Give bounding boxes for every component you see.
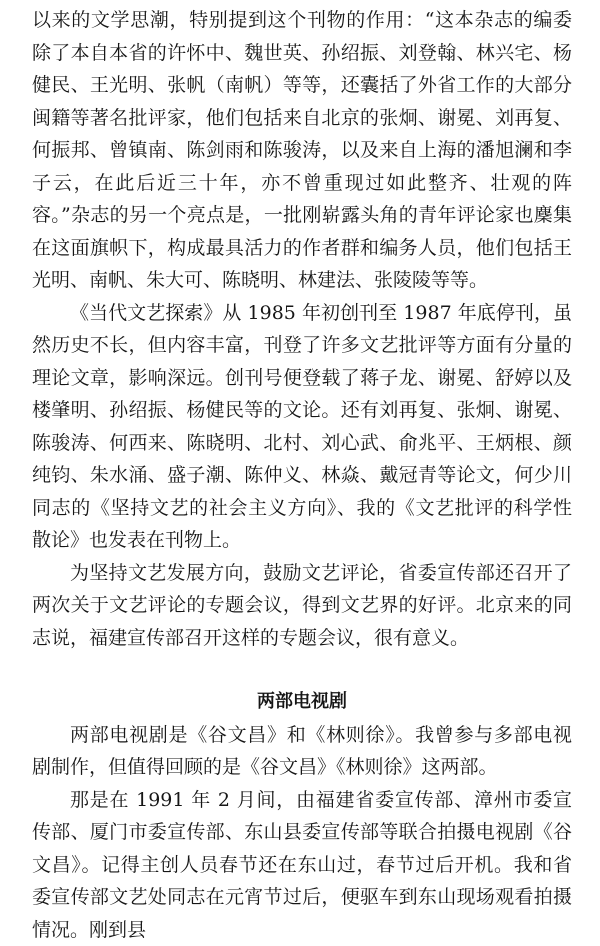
paragraph-continued: 以来的文学思潮，特别提到这个刊物的作用：“这本杂志的编委除了本自本省的许怀中、魏世英、孙绍振、刘登翰、林兴宅、杨健民、王光明、张帆（南帆）等等，还囊括了外省工作的大部分闽籍等著名批评家，他们包括来自北京的张炯、谢冕、刘再复、何振邦、曾镇南、陈剑雨和陈骏涛，以及来自上海的潘旭澜和李子云，在此后近三十年，亦不曾重现过如此整齐、壮观的阵容。”杂志的另一个亮点是，一批刚崭露头角的青年评论家也麇集在这面旗帜下，构成最具活力的作者群和编务人员，他们包括王光明、南帆、朱大可、陈晓明、林建法、张陵陵等等。 [32,4,572,297]
section-heading: 两部电视剧 [32,686,572,719]
paragraph-tv-series-detail: 那是在 1991 年 2 月间，由福建省委宣传部、漳州市委宣传部、厦门市委宣传部、东山县委宣传部等联合拍摄电视剧《谷文昌》。记得主创人员春节还在东山过，春节过后开机。我和省委宣传部文艺处同志在元宵节过后，便驱车到东山现场观看拍摄情况。刚到县 [32,784,572,946]
paragraph-magazine-history: 《当代文艺探索》从 1985 年初创刊至 1987 年底停刊，虽然历史不长，但内容丰富，刊登了许多文艺批评等方面有分量的理论文章，影响深远。创刊号便登载了蒋子龙、谢冕、舒婷以及楼肇明、孙绍振、杨健民等的文论。还有刘再复、张炯、谢冕、陈骏涛、何西来、陈晓明、北村、刘心武、俞兆平、王炳根、颜纯钧、朱水涌、盛子潮、陈仲义、林焱、戴冠青等论文，何少川同志的《坚持文艺的社会主义方向》、我的《文艺批评的科学性散论》也发表在刊物上。 [32,297,572,557]
paragraph-tv-series-intro: 两部电视剧是《谷文昌》和《林则徐》。我曾参与多部电视剧制作，但值得回顾的是《谷文昌》《林则徐》这两部。 [32,719,572,784]
paragraph-review-meetings: 为坚持文艺发展方向，鼓励文艺评论，省委宣传部还召开了两次关于文艺评论的专题会议，得到文艺界的好评。北京来的同志说，福建宣传部召开这样的专题会议，很有意义。 [32,557,572,655]
